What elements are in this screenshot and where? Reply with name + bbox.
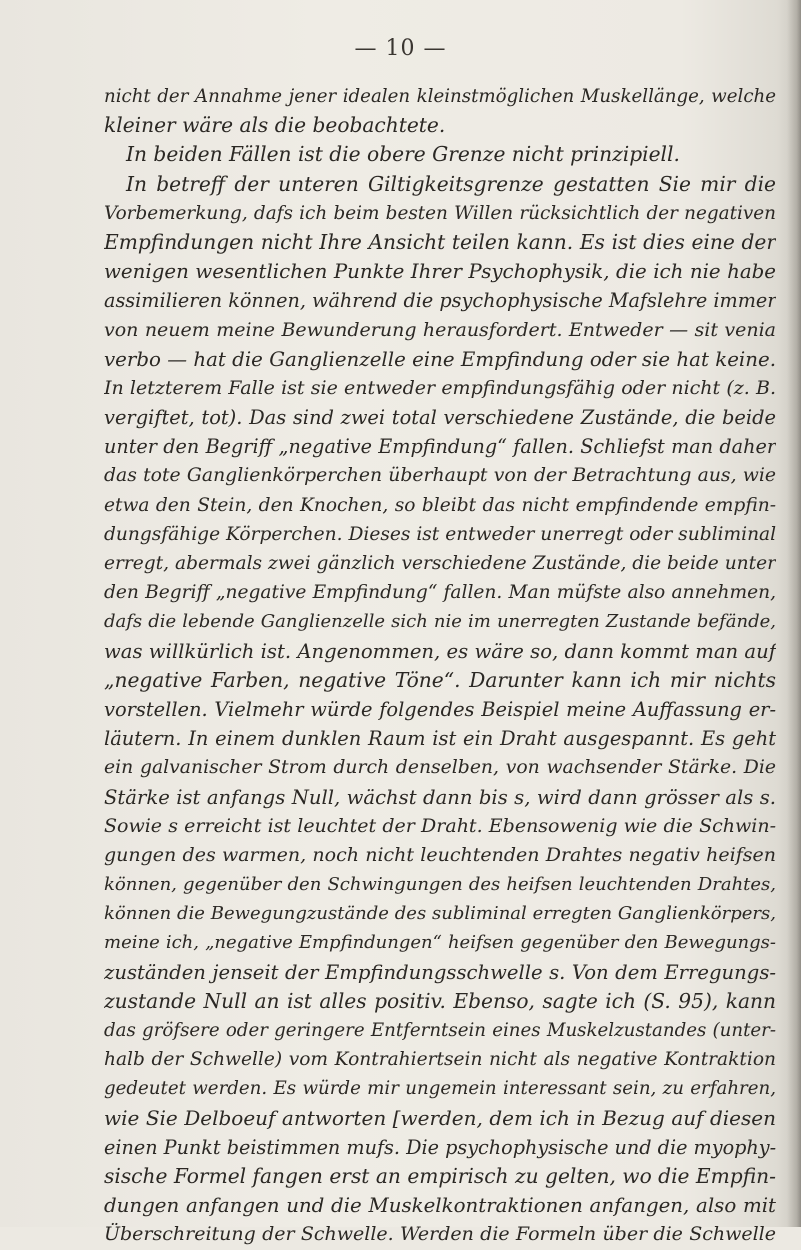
text-line: nicht der Annahme jener idealen kleinstmöglichen Muskellänge, welche (104, 86, 776, 107)
text-line: vorstellen. Vielmehr würde folgendes Beispiel meine Auffassung er- (104, 697, 776, 721)
text-line: unter den Begriff „negative Empfindung“ fallen. Schliefst man daher (104, 435, 776, 459)
text-line: wie Sie Delboeuf antworten [werden, dem ich in Bezug auf diesen (104, 1105, 776, 1130)
text-line: „negative Farben, negative Töne“. Darunter kann ich mir nichts (104, 667, 776, 692)
text-line: den Begriff „negative Empfindung“ fallen. Man müfste also annehmen, (104, 582, 776, 604)
text-line: In letzterem Falle ist sie entweder empfindungsfähig oder nicht (z. B. (104, 376, 776, 399)
text-line: dungen anfangen und die Muskelkontraktionen anfangen, also mit (104, 1194, 776, 1218)
text-line: zustande Null an ist alles positiv. Ebenso, sagte ich (S. 95), kann (104, 988, 776, 1013)
text-line: erregt, abermals zwei gänzlich verschiedene Zustände, die beide unter (104, 553, 776, 574)
text-line: gungen des warmen, noch nicht leuchtenden Drahtes negativ heifsen (104, 843, 776, 866)
text-line: das tote Ganglienkörperchen überhaupt von der Betrachtung aus, wie (104, 465, 776, 487)
text-line: können die Bewegungzustände des subliminal erregten Ganglienkörpers, (104, 903, 776, 925)
text-line: gedeutet werden. Es würde mir ungemein interessant sein, zu erfahren, (104, 1078, 776, 1100)
text-line: vergiftet, tot). Das sind zwei total verschiedene Zustände, die beide (104, 406, 776, 430)
text-line: meine ich, „negative Empfindungen“ heifsen gegenüber den Bewegungs- (104, 932, 776, 954)
text-line: Stärke ist anfangs Null, wächst dann bis s, wird dann grösser als s. (104, 785, 776, 809)
text-line: das gröfsere oder geringere Entferntsein eines Muskelzustandes (unter- (104, 1020, 776, 1041)
text-line: Sowie s erreicht ist leuchtet der Draht. Ebensowenig wie die Schwin- (104, 814, 776, 837)
text-line: verbo — hat die Ganglienzelle eine Empfindung oder sie hat keine. (104, 347, 776, 371)
page-number: — 10 — (354, 36, 447, 61)
text-line: dungsfähige Körperchen. Dieses ist entweder unerregt oder subliminal (104, 523, 776, 545)
text-line: assimilieren können, während die psychophysische Mafslehre immer (104, 289, 776, 313)
text-line: wenigen wesentlichen Punkte Ihrer Psychophysik, die ich nie habe (104, 260, 776, 284)
body-text (104, 82, 776, 1250)
text-line: können, gegenüber den Schwingungen des heifsen leuchtenden Drahtes, (104, 874, 776, 896)
text-line: einen Punkt beistimmen mufs. Die psychophysische und die myophy- (104, 1135, 776, 1159)
text-line: was willkürlich ist. Angenommen, es wäre so, dann kommt man auf (104, 639, 776, 663)
text-line: Empfindungen nicht Ihre Ansicht teilen kann. Es ist dies eine der (104, 229, 776, 254)
text-line: Überschreitung der Schwelle. Werden die Formeln über die Schwelle (104, 1223, 776, 1246)
text-line: In beiden Fällen ist die obere Grenze nicht prinzipiell. (126, 142, 680, 167)
text-line: etwa den Stein, den Knochen, so bleibt das nicht empfindende empfin- (104, 494, 776, 516)
text-line: In betreff der unteren Giltigkeitsgrenze gestatten Sie mir die (126, 171, 776, 196)
text-line: läutern. In einem dunklen Raum ist ein Draht ausgespannt. Es geht (104, 727, 776, 751)
text-line: sische Formel fangen erst an empirisch zu gelten, wo die Empfin- (104, 1163, 776, 1188)
text-line: halb der Schwelle) vom Kontrahiertsein nicht als negative Kontraktion (104, 1049, 776, 1071)
text-line: kleiner wäre als die beobachtete. (104, 113, 446, 138)
page-edge-shadow (787, 0, 801, 1227)
text-line: dafs die lebende Ganglienzelle sich nie im unerregten Zustande befände, (104, 611, 776, 633)
text-line: zuständen jenseit der Empfindungsschwelle s. Von dem Erregungs- (104, 960, 776, 984)
text-line: ein galvanischer Strom durch denselben, von wachsender Stärke. Die (104, 757, 776, 779)
text-line: von neuem meine Bewunderung herausfordert. Entweder — sit venia (104, 318, 776, 341)
text-line: Vorbemerkung, dafs ich beim besten Willen rücksichtlich der negativen (104, 202, 776, 224)
